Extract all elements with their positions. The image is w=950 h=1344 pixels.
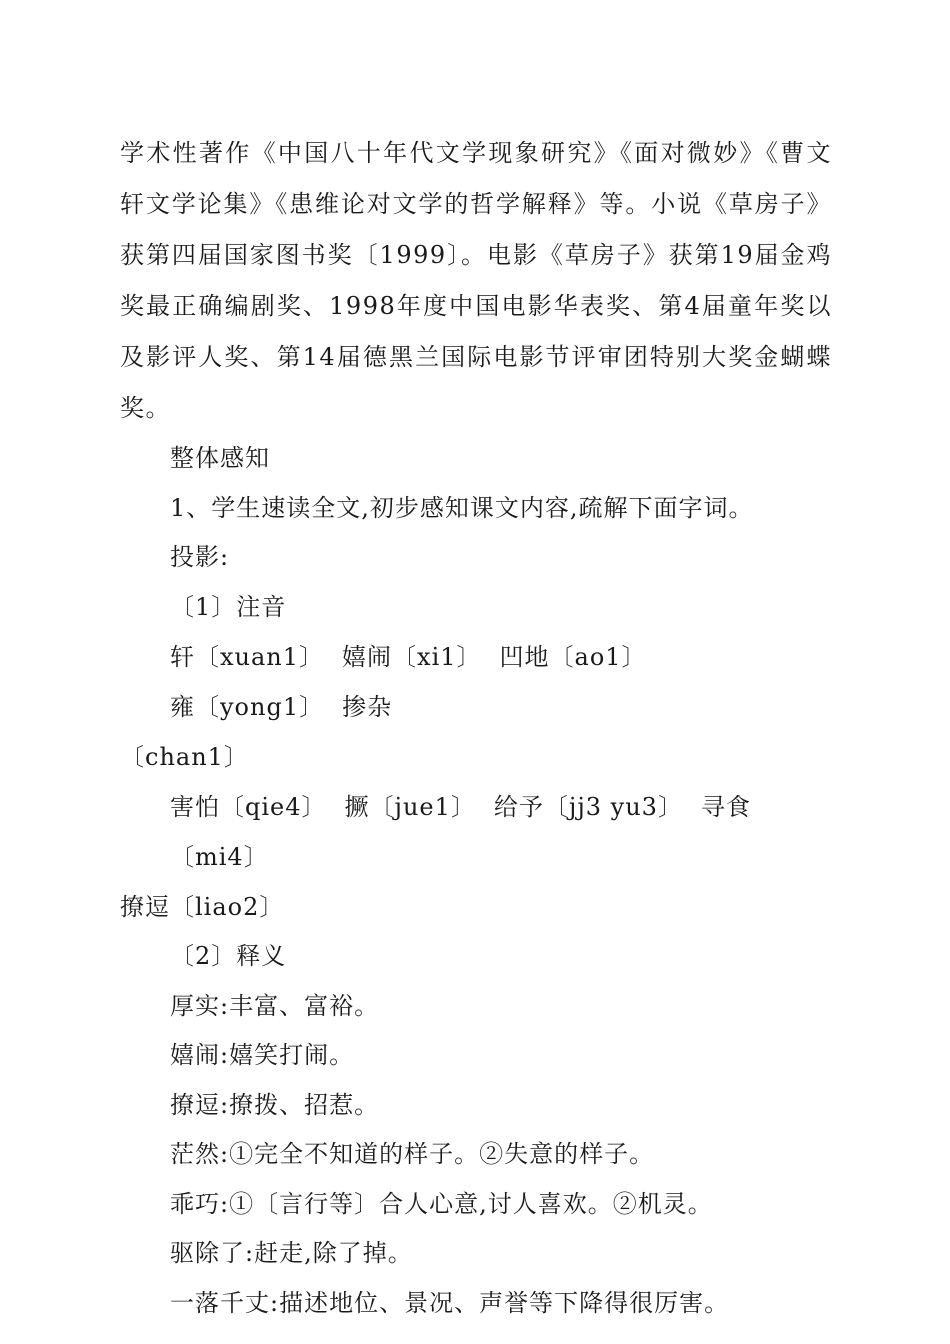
pinyin-item: 撅〔jue1〕 (344, 793, 476, 821)
document-page (120, 128, 832, 1328)
pinyin-item: 害怕〔qie4〕 (170, 793, 327, 821)
definition-item: 驱除了:赶走,除了掉。 (170, 1239, 413, 1267)
pinyin-item: 掺杂 (342, 693, 393, 721)
pinyin-item: 给予〔jj3 yu3〕 (493, 793, 683, 821)
pinyin-item-continuation: 〔chan1〕 (120, 743, 249, 771)
pinyin-item: 嬉闹〔xi1〕 (342, 643, 482, 671)
definition-item: 撩逗:撩拨、招惹。 (170, 1090, 380, 1119)
pinyin-item: 轩〔xuan1〕 (170, 643, 325, 671)
pinyin-item-continuation: 撩逗〔liao2〕 (120, 893, 285, 921)
pinyin-section-title: 〔1〕注音 (170, 592, 287, 621)
pinyin-row-2 (120, 782, 832, 932)
pinyin-row-1 (120, 632, 832, 782)
projection-label: 投影: (170, 543, 230, 571)
section-heading: 整体感知 (170, 444, 270, 472)
definition-item: 乖巧:①〔言行等〕合人心意,讨人喜欢。②机灵。 (170, 1189, 713, 1218)
pinyin-item: 凹地〔ao1〕 (499, 643, 647, 671)
intro-paragraph: 学术性著作《中国八十年代文学现象研究》《面对微妙》《曹文轩文学论集》《患维论对文学的哲学解释》等。小说《草房子》获第四届国家图书奖〔1999〕。电影《草房子》获第19届金鸡奖最正确编剧奖、1998年度中国电影华表奖、第4届童年奖以及影评人奖、第14届德黑兰国际电影节评审团特别大奖金蝴蝶奖。 (120, 139, 832, 422)
task-instruction: 1、学生速读全文,初步感知课文内容,疏解下面字词。 (170, 493, 754, 522)
definition-item: 茫然:①完全不知道的样子。②失意的样子。 (170, 1140, 655, 1168)
definition-item: 嬉闹:嬉笑打闹。 (170, 1041, 355, 1069)
definition-item: 一落千丈:描述地位、景况、声誉等下降得很厉害。 (170, 1288, 730, 1317)
pinyin-item: 雍〔yong1〕 (170, 693, 325, 721)
pinyin-item: 寻食〔mi4〕 (170, 793, 751, 871)
definition-section-title: 〔2〕释义 (170, 942, 287, 970)
definition-item: 厚实:丰富、富裕。 (170, 991, 380, 1020)
